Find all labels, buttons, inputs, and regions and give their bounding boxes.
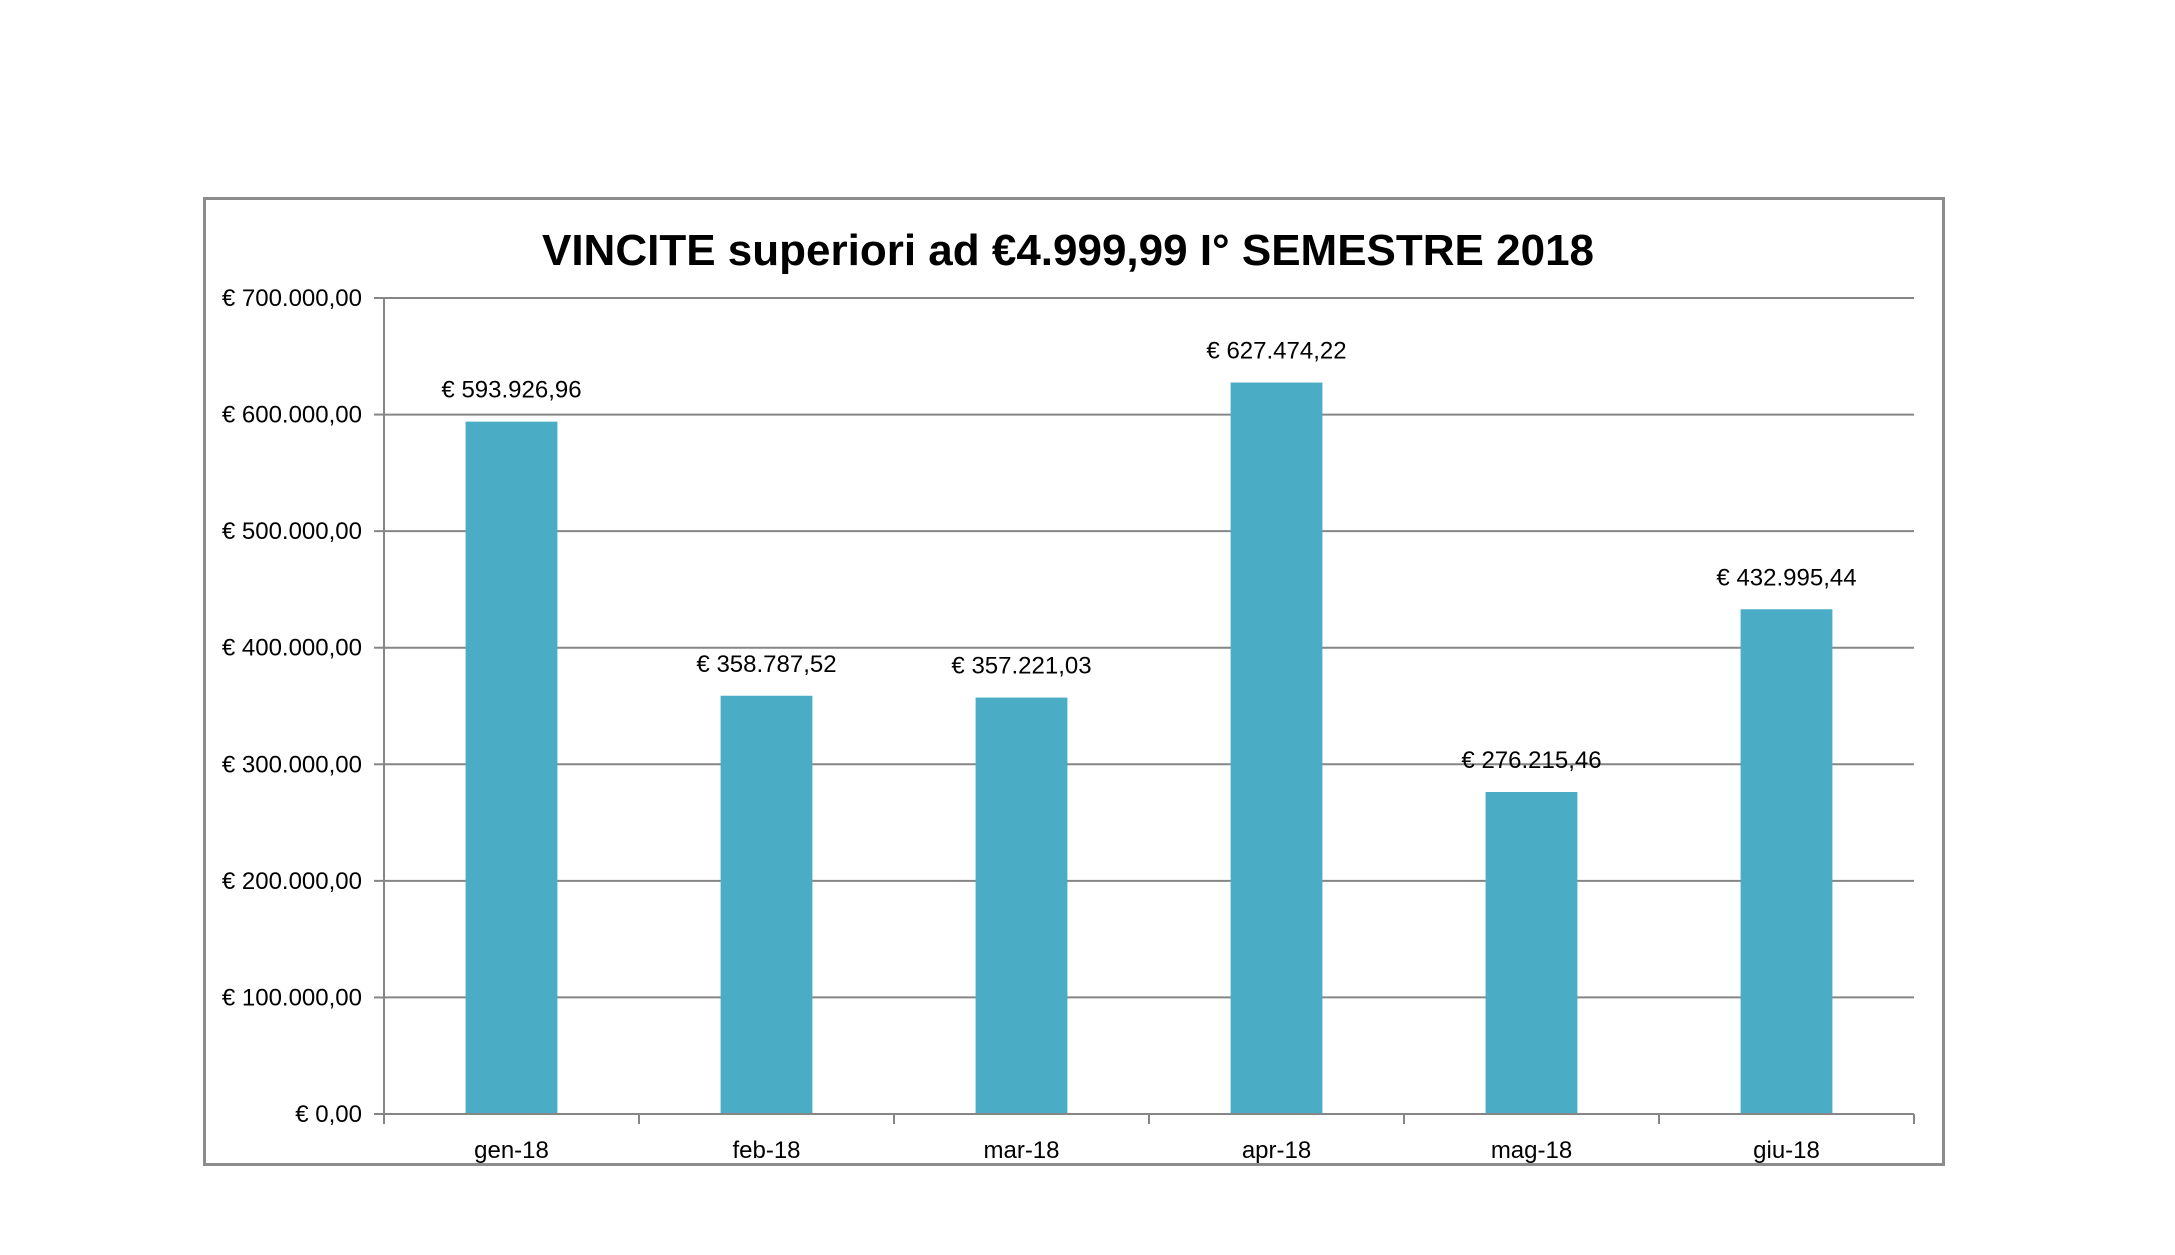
bar-feb-18 [721,696,813,1114]
y-tick-label: € 500.000,00 [221,518,362,546]
y-tick-label: € 400.000,00 [221,634,362,662]
data-label: € 627.474,22 [1206,337,1347,365]
bars [466,383,1833,1114]
y-tick-label: € 600.000,00 [221,401,362,429]
x-tick-label: feb-18 [732,1137,801,1164]
bar-apr-18 [1231,383,1323,1114]
data-label: € 276.215,46 [1461,747,1602,775]
bar-gen-18 [466,422,558,1114]
data-label: € 432.995,44 [1716,564,1857,592]
axes [374,298,1914,1124]
data-label: € 358.787,52 [696,650,837,678]
bar-mar-18 [976,698,1068,1114]
y-tick-label: € 200.000,00 [221,867,362,895]
gridlines [384,298,1914,997]
x-tick-label: gen-18 [474,1137,549,1164]
bar-giu-18 [1741,609,1833,1114]
y-tick-label: € 0,00 [295,1101,362,1128]
chart-title: VINCITE superiori ad €4.999,99 I° SEMESTRE 2018 [541,226,1595,275]
data-label: € 357.221,03 [951,652,1092,680]
y-tick-label: € 700.000,00 [221,285,362,312]
x-tick-label: mar-18 [983,1137,1060,1164]
x-tick-label: apr-18 [1241,1137,1312,1164]
bar-mag-18 [1486,792,1578,1114]
x-tick-label: mag-18 [1490,1137,1573,1164]
y-tick-label: € 300.000,00 [221,751,362,779]
y-tick-label: € 100.000,00 [221,984,362,1012]
data-label: € 593.926,96 [441,376,582,404]
x-tick-label: giu-18 [1753,1137,1820,1164]
